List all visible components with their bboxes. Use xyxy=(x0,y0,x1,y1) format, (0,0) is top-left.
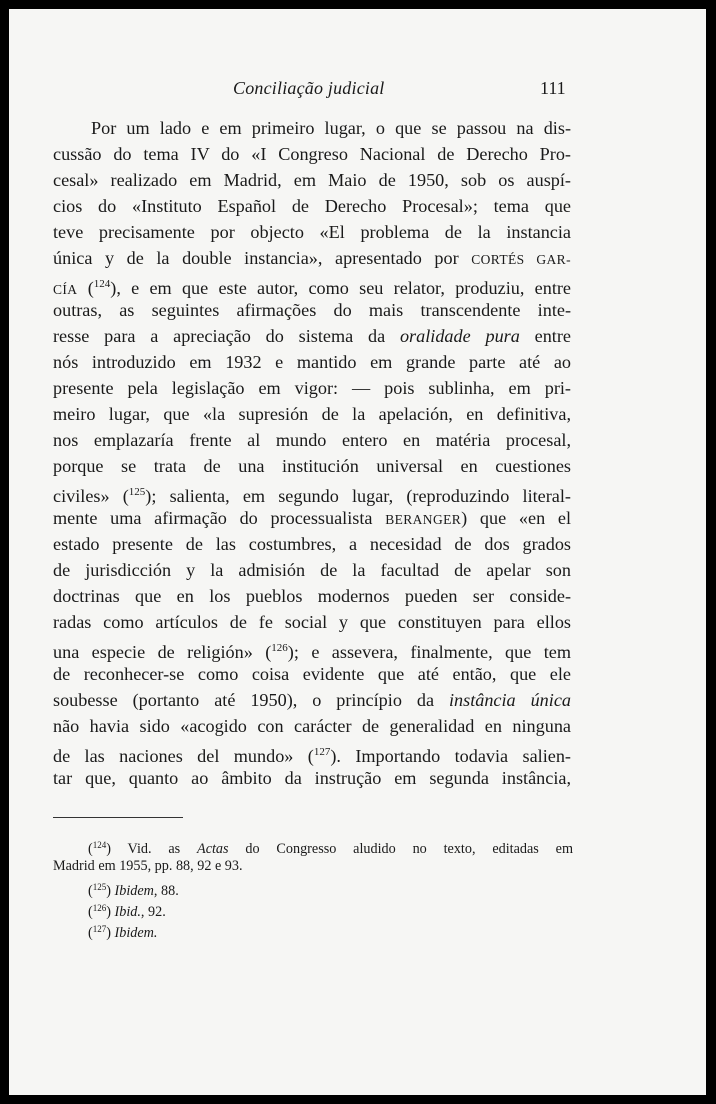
text-segment: de las naciones del mundo» ( xyxy=(53,746,314,766)
footnote-reference: 124 xyxy=(93,278,111,290)
footnote-reference: 125 xyxy=(128,486,146,498)
text-segment: ); salienta, em segundo lugar, (reproduzindo literal- xyxy=(145,486,571,506)
text-segment: mente uma afirmação do processualista xyxy=(53,508,386,528)
footnote-124: ($^{124}$) Vid. as Actas do Congresso aludido no texto, editadas em xyxy=(88,840,573,857)
text-line: cesal» realizado em Madrid, em Maio de 1950, sob os auspí- xyxy=(53,170,571,190)
text-line: teve precisamente por objecto «El problema de la instancia xyxy=(53,222,571,242)
footnote-127: ($^{127}$) Ibidem. xyxy=(88,924,158,941)
footnote-divider xyxy=(53,817,183,818)
footnote-reference: 126 xyxy=(271,642,288,654)
text-line: meiro lugar, que «la supresión de la apelación, en definitiva, xyxy=(53,404,571,424)
footnote-126: ($^{126}$) Ibid., 92. xyxy=(88,903,166,920)
text-line: nos emplazaría frente al mundo entero en matéria procesal, xyxy=(53,430,571,450)
footnote-italic: Ibid. xyxy=(114,904,141,920)
author-name: CORTÉS GAR- xyxy=(471,252,571,267)
text-line: cios do «Instituto Español de Derecho Procesal»; tema que xyxy=(53,196,571,216)
text-line: presente pela legislação em vigor: — pois sublinha, em pri- xyxy=(53,378,571,398)
footnote-125: ($^{125}$) Ibidem, 88. xyxy=(88,882,179,899)
footnote-reference: 127 xyxy=(313,746,331,758)
footnote-number: 125 xyxy=(92,882,107,892)
author-name: CÍA xyxy=(53,282,78,297)
text-segment: soubesse (portanto até 1950), o princípio da xyxy=(53,690,449,710)
text-segment: ). Importando todavia salien- xyxy=(330,746,571,766)
text-line xyxy=(53,245,571,271)
text-segment: una especie de religión» ( xyxy=(53,642,272,662)
text-line: estado presente de las costumbres, a necesidad de dos grados xyxy=(53,534,571,554)
footnote-text: do Congresso aludido no texto, editadas em xyxy=(228,841,573,857)
footnote-124-continued: Madrid em 1955, pp. 88, 92 e 93. xyxy=(53,858,243,874)
footnote-italic: Ibidem xyxy=(114,883,154,899)
text-line xyxy=(53,271,571,297)
text-line xyxy=(53,323,571,349)
text-segment: resse para a apreciação do sistema da xyxy=(53,326,400,346)
text-line xyxy=(53,635,571,661)
text-line: tar que, quanto ao âmbito da instrução em segunda instância, xyxy=(53,768,571,788)
italic-term: instância única xyxy=(448,690,571,710)
text-segment: ( xyxy=(77,278,94,298)
text-line: cussão do tema IV do «I Congreso Nacional de Derecho Pro- xyxy=(53,144,571,164)
text-line: radas como artículos de fe social y que constituyen para ellos xyxy=(53,612,571,632)
running-title: Conciliação judicial xyxy=(233,78,385,98)
footnote-text: Vid. as xyxy=(127,841,198,857)
text-line: de reconhecer-se como coisa evidente que até então, que ele xyxy=(53,664,571,684)
text-line: outras, as seguintes afirmações do mais transcendente inte- xyxy=(53,300,571,320)
footnote-number: 124 xyxy=(92,840,107,850)
page-number: 111 xyxy=(540,78,566,98)
text-line: nós introduzido em 1932 e mantido em grande parte até ao xyxy=(53,352,571,372)
text-segment: única y de la double instancia», apresentado por xyxy=(53,248,472,268)
footnote-italic: Actas xyxy=(197,841,229,857)
text-segment: ); e assevera, finalmente, que tem xyxy=(287,642,571,662)
footnotes xyxy=(53,835,573,940)
text-line xyxy=(53,739,571,765)
text-segment: civiles» ( xyxy=(53,486,129,506)
footnote-number: 126 xyxy=(92,903,107,913)
text-line: não havia sido «acogido con carácter de generalidad en ninguna xyxy=(53,716,571,736)
author-name: BERANGER xyxy=(385,512,462,527)
text-line: de jurisdicción y la admisión de la facultad de apelar son xyxy=(53,560,571,580)
body-paragraph xyxy=(53,115,571,791)
text-line xyxy=(53,479,571,505)
text-line xyxy=(53,687,571,713)
book-page xyxy=(9,9,706,1095)
text-segment: entre xyxy=(519,326,571,346)
page-header xyxy=(9,73,706,103)
footnote-italic: Ibidem. xyxy=(114,925,158,941)
text-line: Por um lado e em primeiro lugar, o que se passou na dis- xyxy=(91,118,571,138)
text-segment: ), e em que este autor, como seu relator, produziu, entre xyxy=(110,278,572,298)
text-line: porque se trata de una institución universal en cuestiones xyxy=(53,456,571,476)
text-line xyxy=(53,505,571,531)
italic-term: oralidade pura xyxy=(399,326,520,346)
footnote-number: 127 xyxy=(92,924,107,934)
footnote-text: , 88. xyxy=(153,883,179,899)
footnote-text: , 92. xyxy=(140,904,166,920)
text-segment: ) que «en el xyxy=(461,508,571,528)
text-line: doctrinas que en los pueblos modernos pueden ser conside- xyxy=(53,586,571,606)
